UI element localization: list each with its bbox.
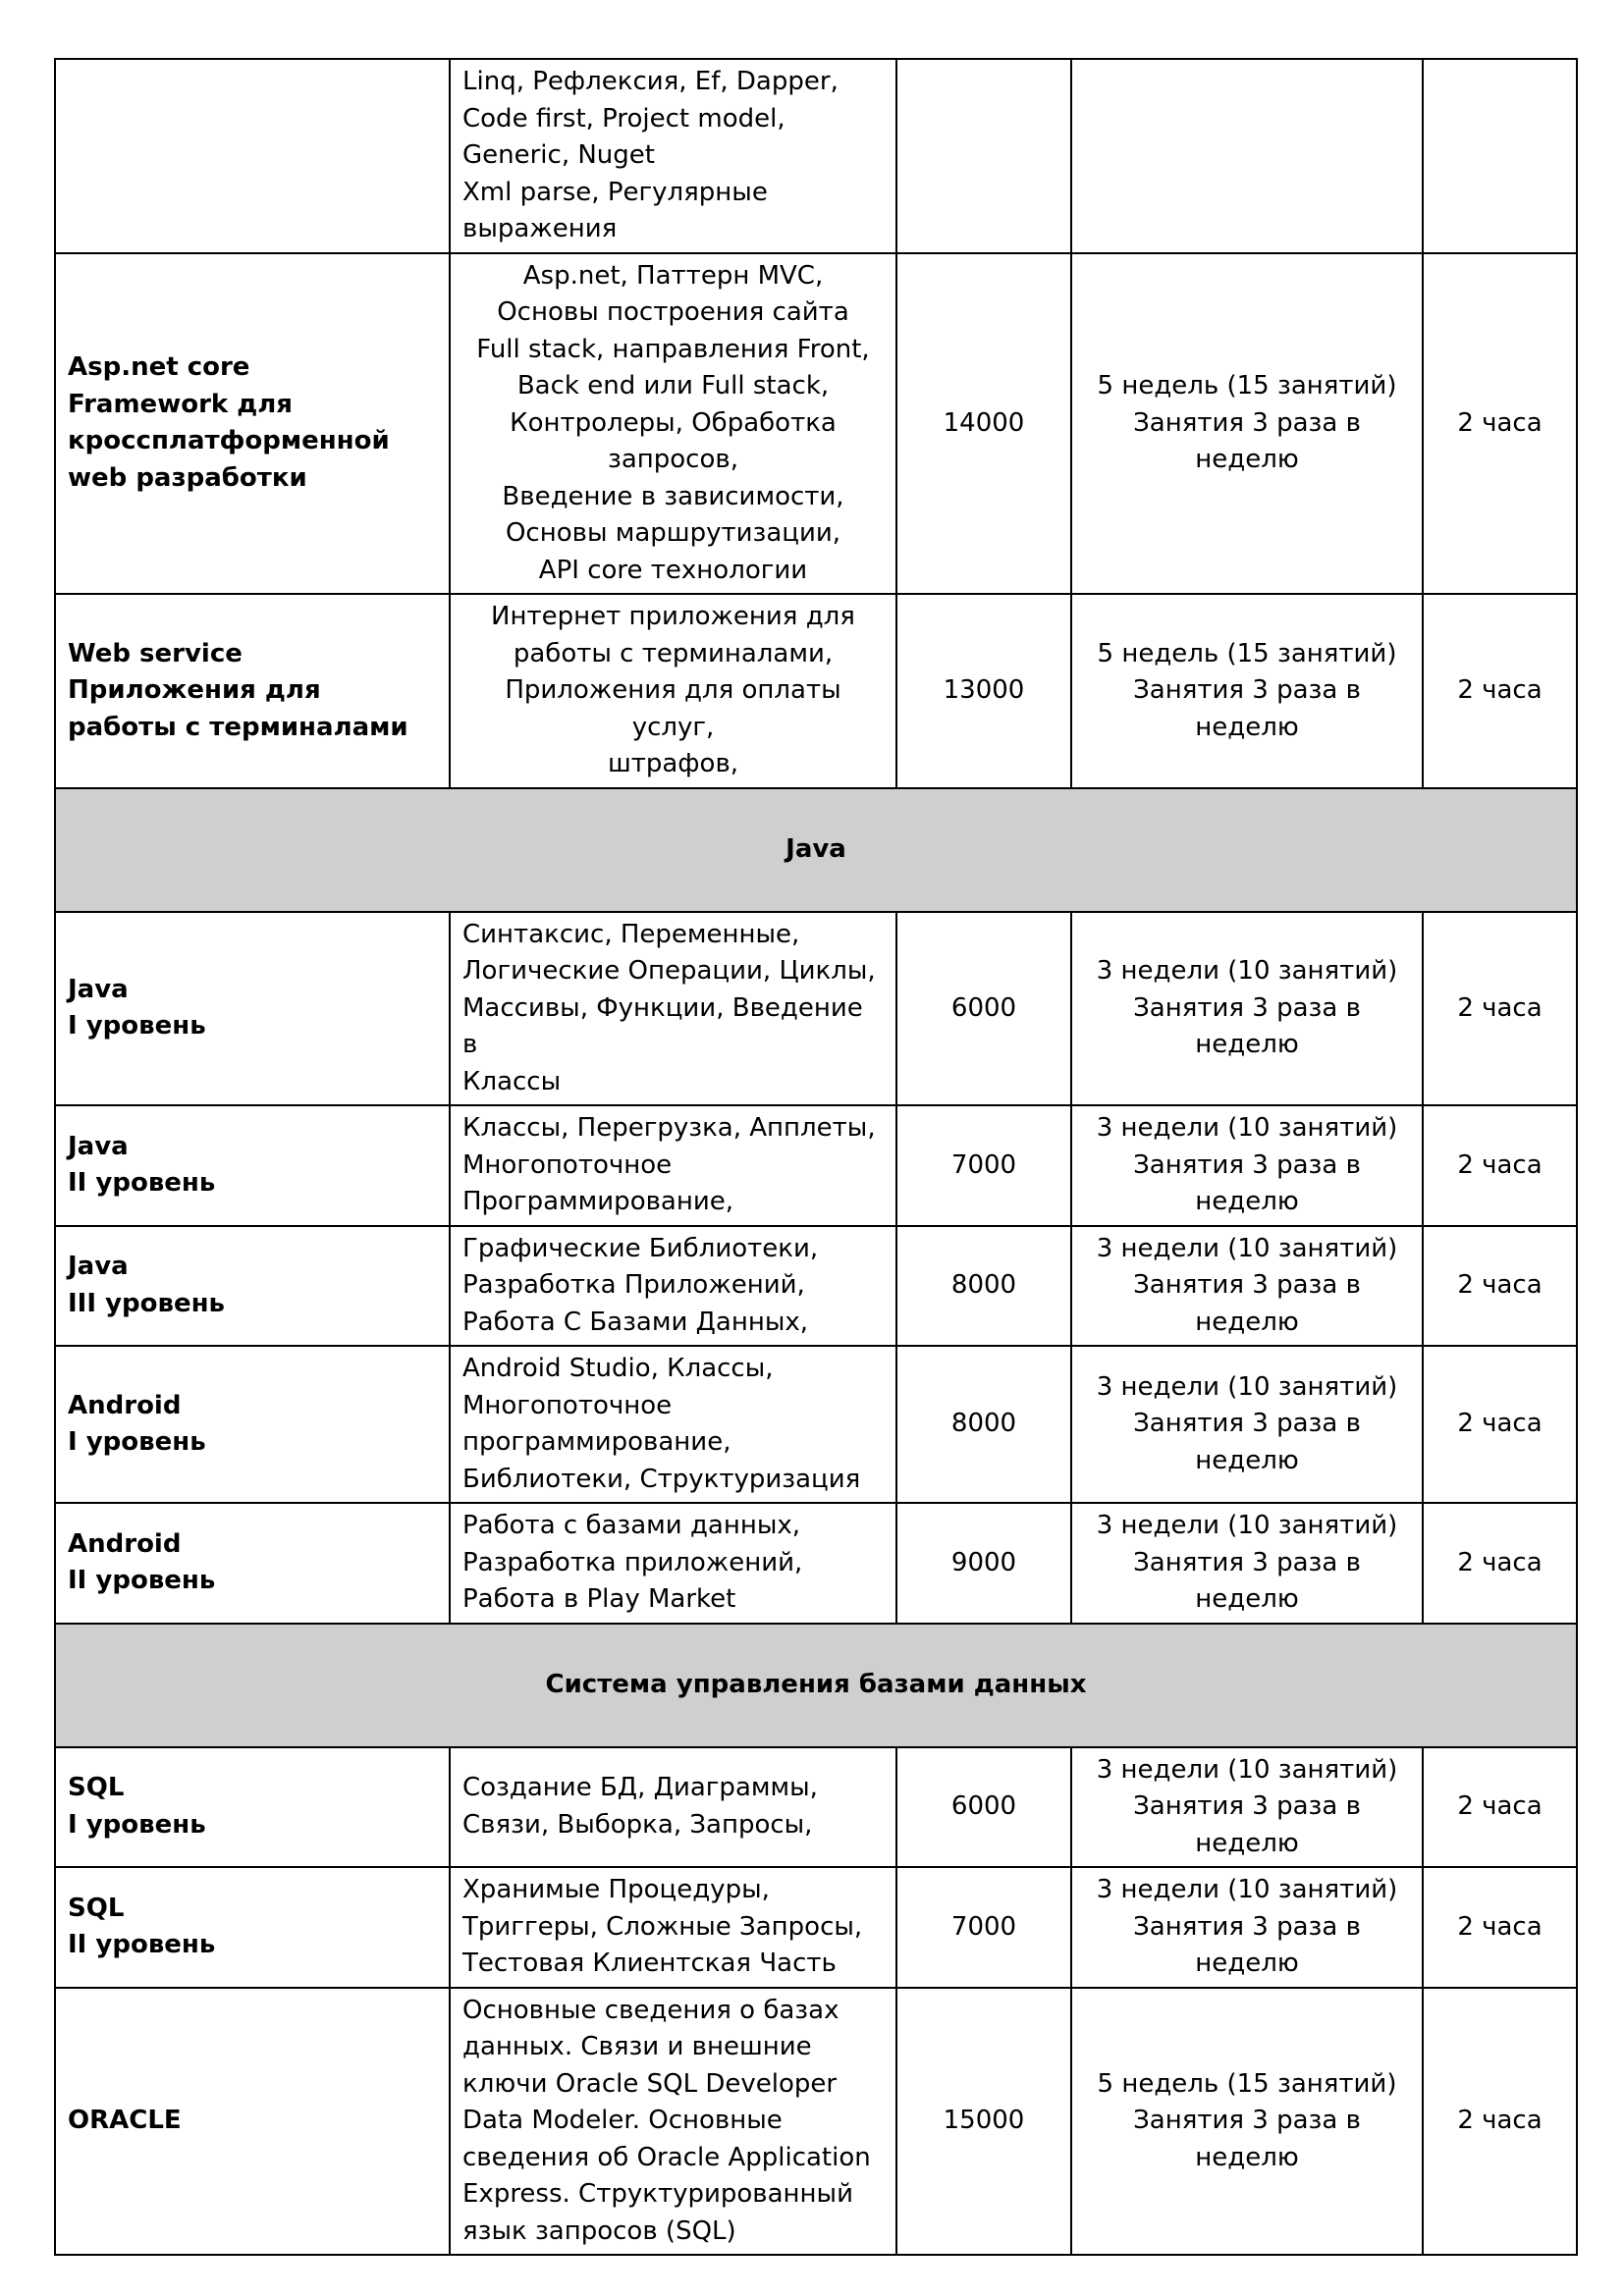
course-topics [450, 912, 896, 1106]
course-topics-line: Введение в зависимости, [502, 481, 844, 511]
table-row [55, 1105, 1577, 1226]
course-price [896, 59, 1071, 253]
course-topics-line: запросов, [608, 445, 738, 474]
course-price: 14000 [896, 253, 1071, 595]
course-price: 8000 [896, 1226, 1071, 1347]
course-price: 7000 [896, 1105, 1071, 1226]
course-topics-line: Основы маршрутизации, [505, 518, 841, 548]
course-duration-line: Занятия 3 раза в [1133, 1547, 1361, 1577]
course-name-line: Web service [68, 638, 243, 668]
course-name [55, 1747, 450, 1868]
course-topics-line: Back end или Full stack, [516, 371, 830, 400]
course-topics-line: Linq, Рефлексия, Ef, Dapper, [462, 67, 839, 96]
course-duration [1071, 1988, 1423, 2256]
course-duration [1071, 912, 1423, 1106]
course-duration-line: 5 недель (15 занятий) [1097, 371, 1397, 400]
course-price: 6000 [896, 912, 1071, 1106]
course-duration-line: Занятия 3 раза в неделю [1133, 675, 1361, 742]
course-duration [1071, 1105, 1423, 1226]
course-topics [450, 1105, 896, 1226]
course-topics-line: Хранимые Процедуры, [462, 1875, 770, 1904]
course-duration [1071, 1226, 1423, 1347]
course-topics [450, 1747, 896, 1868]
course-duration-line: неделю [1195, 1030, 1299, 1059]
course-topics-line: язык запросов (SQL) [462, 2216, 736, 2246]
course-topics-line: Разработка Приложений, [462, 1270, 805, 1300]
course-topics-line: Data Modeler. Основные [462, 2106, 783, 2135]
course-name [55, 1346, 450, 1503]
course-name-line: II уровень [68, 1566, 216, 1596]
table-row [55, 253, 1577, 595]
lesson-hours: 2 часа [1423, 253, 1577, 595]
course-duration [1071, 1346, 1423, 1503]
course-topics-line: Классы, Перегрузка, Апплеты, [462, 1113, 876, 1143]
course-topics-line: Code first, Project model, [462, 103, 785, 133]
lesson-hours: 2 часа [1423, 1346, 1577, 1503]
course-topics-line: Xml parse, Регулярные [462, 177, 768, 207]
course-duration-line: 3 недели (10 занятий) [1096, 956, 1398, 986]
lesson-hours: 2 часа [1423, 1988, 1577, 2256]
course-name-line: web разработки [68, 462, 307, 493]
course-topics-line: Создание БД, Диаграммы, [462, 1773, 818, 1803]
lesson-hours: 2 часа [1423, 594, 1577, 788]
course-price: 13000 [896, 594, 1071, 788]
section-header-row [55, 788, 1577, 912]
course-duration-line: Занятия 3 раза в [1133, 1270, 1361, 1300]
lesson-hours: 2 часа [1423, 1747, 1577, 1868]
course-name-line: III уровень [68, 1288, 225, 1318]
lesson-hours: 2 часа [1423, 1867, 1577, 1988]
course-duration [1071, 1867, 1423, 1988]
course-duration-line: 3 недели (10 занятий) [1096, 1754, 1398, 1785]
course-topics-line: Работа С Базами Данных, [462, 1307, 809, 1337]
course-name-line: Android [68, 1390, 182, 1420]
course-topics-line: Многопоточное [462, 1149, 673, 1180]
course-name-line: ORACLE [68, 2106, 182, 2135]
course-duration-line: Занятия 3 раза в [1133, 2106, 1361, 2135]
course-duration-line: 3 недели (10 занятий) [1096, 1511, 1398, 1540]
table-row [55, 594, 1577, 788]
course-name-line: I уровень [68, 1011, 206, 1041]
course-topics-line: Классы [462, 1066, 562, 1096]
course-name [55, 912, 450, 1106]
course-topics-line: Android Studio, Классы, [462, 1354, 774, 1383]
course-topics-line: Программирование, [462, 1187, 734, 1216]
course-name-line: I уровень [68, 1809, 206, 1840]
course-topics-line: работы с терминалами, [513, 638, 834, 668]
course-name-line: SQL [68, 1893, 125, 1923]
course-topics-line: Тестовая Клиентская Часть [462, 1949, 837, 1978]
course-duration-line: неделю [1195, 1949, 1299, 1978]
course-name-line: Framework для [68, 389, 293, 419]
course-name [55, 253, 450, 595]
lesson-hours [1423, 59, 1577, 253]
table-row [55, 1226, 1577, 1347]
table-row [55, 912, 1577, 1106]
course-topics-line: Generic, Nuget [462, 140, 655, 170]
lesson-hours: 2 часа [1423, 1226, 1577, 1347]
course-duration-line: 3 недели (10 занятий) [1096, 1233, 1398, 1263]
course-topics-line: Логические Операции, Циклы, [462, 956, 876, 986]
course-duration-line: Занятия 3 раза в [1133, 1911, 1361, 1942]
course-topics-line: программирование, [462, 1427, 731, 1457]
table-row [55, 1503, 1577, 1624]
course-topics-line: Интернет приложения для [491, 602, 855, 631]
course-price: 15000 [896, 1988, 1071, 2256]
table-row [55, 59, 1577, 253]
course-topics-line: Графические Библиотеки, [462, 1233, 819, 1263]
course-name [55, 1867, 450, 1988]
course-duration-line: Занятия 3 раза в [1133, 1791, 1361, 1821]
course-duration-line: 3 недели (10 занятий) [1096, 1113, 1398, 1143]
course-duration-line: неделю [1195, 1828, 1299, 1858]
course-table [54, 58, 1578, 2256]
course-name [55, 1988, 450, 2256]
course-name-line: кроссплатформенной [68, 426, 390, 456]
section-header-row [55, 1624, 1577, 1747]
course-name-line: Java [68, 1131, 129, 1161]
course-topics-line: Основы построения сайта [497, 297, 849, 327]
course-topics-line: сведения об Oracle Application [462, 2142, 871, 2172]
course-name-line: работы с терминалами [68, 712, 408, 742]
course-topics-line: API core технологии [538, 555, 808, 585]
course-topics-line: Многопоточное [462, 1390, 673, 1420]
course-topics-line: Массивы, Функции, Введение в [462, 992, 863, 1059]
course-duration-line: неделю [1195, 1445, 1299, 1475]
course-topics-line: Синтаксис, Переменные, [462, 919, 800, 949]
course-price: 7000 [896, 1867, 1071, 1988]
course-name-line: Приложения для [68, 675, 321, 705]
course-name-line: Java [68, 974, 129, 1004]
course-topics-line: Контролеры, Обработка [510, 407, 837, 438]
lesson-hours: 2 часа [1423, 1105, 1577, 1226]
course-topics-line: Разработка приложений, [462, 1547, 803, 1577]
course-topics-line: Asp.net, Паттерн MVC, [522, 260, 824, 291]
course-topics-line: Приложения для оплаты услуг, [505, 675, 841, 742]
course-duration-line: неделю [1195, 1187, 1299, 1216]
course-topics-line: ключи Oracle SQL Developer [462, 2068, 838, 2099]
course-price: 8000 [896, 1346, 1071, 1503]
section-title: Java [55, 788, 1577, 912]
course-topics-line: Связи, Выборка, Запросы, [462, 1809, 813, 1840]
course-duration-line: Занятия 3 раза в [1133, 1409, 1361, 1439]
table-row [55, 1867, 1577, 1988]
course-name-line: Asp.net core [68, 352, 250, 383]
course-duration-line: Занятия 3 раза в неделю [1133, 407, 1361, 474]
course-topics-line: Работа в Play Market [462, 1584, 736, 1614]
course-duration-line: неделю [1195, 2142, 1299, 2172]
table-row [55, 1988, 1577, 2256]
course-name [55, 1105, 450, 1226]
course-topics [450, 1503, 896, 1624]
course-duration-line: 5 недель (15 занятий) [1097, 638, 1397, 668]
course-topics-line: Библиотеки, Структуризация [462, 1464, 861, 1494]
course-duration-line: 5 недель (15 занятий) [1097, 2068, 1397, 2099]
course-topics-line: выражения [462, 214, 618, 243]
table-row [55, 1747, 1577, 1868]
course-name-line: II уровень [68, 1930, 216, 1960]
course-duration-line: неделю [1195, 1584, 1299, 1614]
course-topics [450, 1346, 896, 1503]
course-topics [450, 1988, 896, 2256]
course-topics-line: Триггеры, Сложные Запросы, [462, 1911, 863, 1942]
course-name [55, 59, 450, 253]
course-name-line: SQL [68, 1773, 125, 1803]
table-row [55, 1346, 1577, 1503]
course-topics [450, 594, 896, 788]
course-price: 6000 [896, 1747, 1071, 1868]
course-table-body [55, 59, 1577, 2255]
course-duration-line: Занятия 3 раза в [1133, 992, 1361, 1023]
course-duration-line: 3 недели (10 занятий) [1096, 1371, 1398, 1402]
course-duration [1071, 1747, 1423, 1868]
course-duration [1071, 1503, 1423, 1624]
course-topics-line: Full stack, направления Front, [476, 334, 870, 364]
course-topics-line: Работа с базами данных, [462, 1511, 801, 1540]
course-topics [450, 59, 896, 253]
course-name-line: Android [68, 1528, 182, 1559]
course-duration [1071, 253, 1423, 595]
course-duration [1071, 594, 1423, 788]
course-name-line: I уровень [68, 1427, 206, 1457]
course-name [55, 1503, 450, 1624]
course-duration-line: 3 недели (10 занятий) [1096, 1875, 1398, 1904]
course-name-line: II уровень [68, 1168, 216, 1199]
course-name-line: Java [68, 1252, 129, 1282]
course-price: 9000 [896, 1503, 1071, 1624]
course-topics [450, 253, 896, 595]
section-title: Система управления базами данных [55, 1624, 1577, 1747]
course-duration-line: неделю [1195, 1307, 1299, 1337]
lesson-hours: 2 часа [1423, 912, 1577, 1106]
course-topics-line: данных. Связи и внешние [462, 2032, 812, 2061]
lesson-hours: 2 часа [1423, 1503, 1577, 1624]
course-topics [450, 1226, 896, 1347]
course-name [55, 1226, 450, 1347]
course-topics-line: Основные сведения о базах [462, 1995, 839, 2025]
course-topics-line: Express. Структурированный [462, 2179, 853, 2209]
course-topics [450, 1867, 896, 1988]
course-duration-line: Занятия 3 раза в [1133, 1149, 1361, 1180]
course-topics-line: штрафов, [607, 749, 739, 778]
course-name [55, 594, 450, 788]
course-duration [1071, 59, 1423, 253]
